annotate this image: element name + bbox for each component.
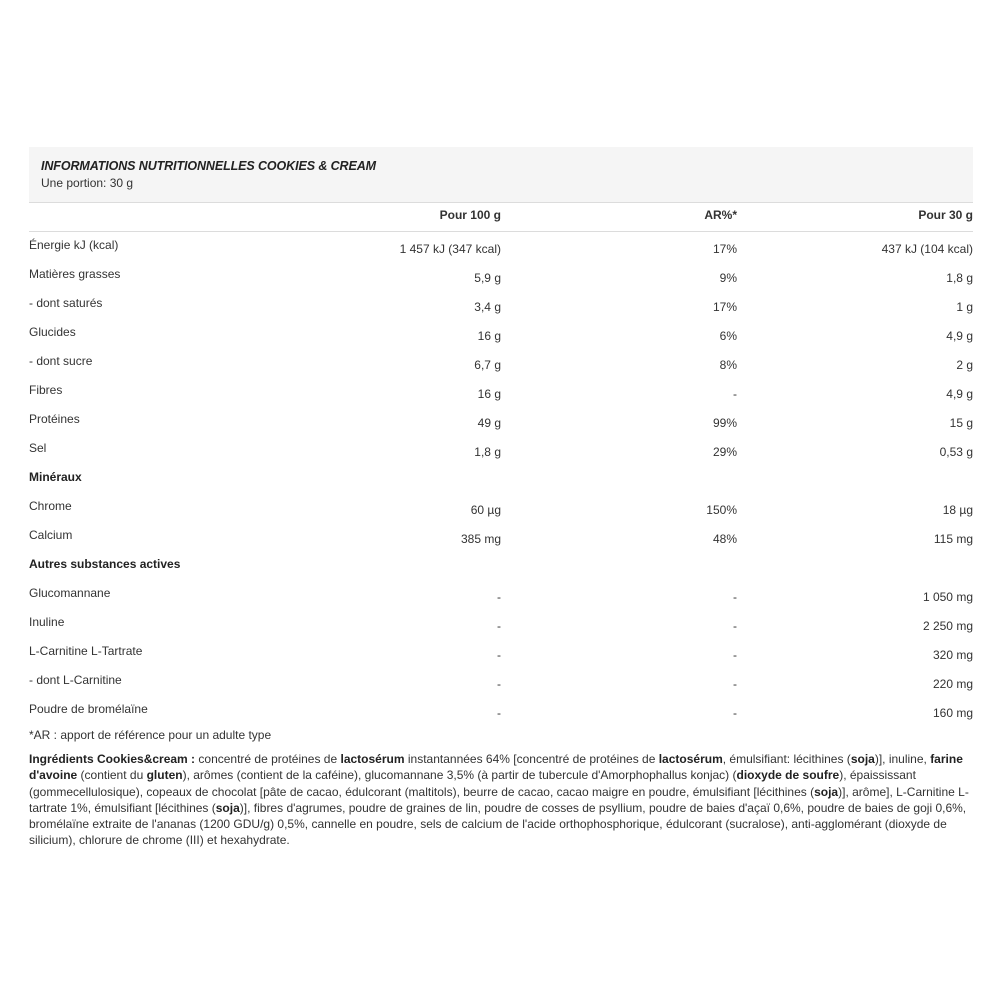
- nutrient-label: Énergie kJ (kcal): [29, 238, 119, 252]
- value-per30: 320 mg: [932, 648, 973, 662]
- nutrient-label: L-Carnitine L-Tartrate: [29, 644, 143, 658]
- value-ar: 99%: [712, 416, 737, 430]
- table-section-row: [29, 464, 973, 493]
- value-ar: -: [733, 706, 737, 720]
- table-row: [29, 580, 973, 609]
- value-per30: 160 mg: [932, 706, 973, 720]
- value-ar: 9%: [719, 271, 737, 285]
- ingredient-text: )], inuline,: [874, 752, 931, 766]
- ingredient-highlight: dioxyde de soufre: [736, 768, 840, 783]
- value-per30: 4,9 g: [946, 387, 973, 401]
- nutrition-header: [29, 147, 973, 202]
- ingredient-highlight: lactosérum: [658, 752, 723, 766]
- value-per100: 3,4 g: [474, 300, 501, 314]
- value-ar: 150%: [706, 503, 737, 517]
- value-per30: 1,8 g: [946, 271, 973, 285]
- column-header-ar: AR%*: [704, 208, 737, 222]
- ingredient-text: ), épaississant (gommecellulosique), copeaux de chocolat [pâte de cacao, édulcorant (maltitols), beurre de cacao, cacao maigre en poudre, émulsifiant [lécithines (: [29, 768, 916, 799]
- value-per100: 1 457 kJ (347 kcal): [399, 242, 501, 256]
- value-per30: 15 g: [949, 416, 973, 430]
- nutrient-label: Sel: [29, 441, 47, 455]
- table-row: [29, 667, 973, 696]
- ingredient-text: concentré de protéines de: [195, 752, 341, 766]
- table-row: [29, 638, 973, 667]
- ingredient-text: , émulsifiant: lécithines (: [722, 752, 851, 766]
- nutrition-table-body: [29, 232, 973, 725]
- value-per30: 1 050 mg: [922, 590, 973, 604]
- nutrition-title: INFORMATIONS NUTRITIONNELLES COOKIES & CREAM: [41, 159, 376, 173]
- value-per100: -: [497, 619, 501, 633]
- value-per100: 49 g: [477, 416, 501, 430]
- footnote: *AR : apport de référence pour un adulte type: [29, 728, 272, 742]
- table-row: [29, 377, 973, 406]
- column-header-row: [29, 203, 973, 231]
- value-ar: 8%: [719, 358, 737, 372]
- ingredient-highlight: Ingrédients Cookies&cream :: [29, 752, 196, 766]
- ingredient-highlight: lactosérum: [340, 752, 405, 766]
- value-per30: 220 mg: [932, 677, 973, 691]
- value-per100: 60 µg: [470, 503, 501, 517]
- nutrient-label: Matières grasses: [29, 267, 121, 281]
- portion-size: Une portion: 30 g: [41, 176, 134, 190]
- value-ar: 48%: [712, 532, 737, 546]
- nutrient-label: - dont L-Carnitine: [29, 673, 122, 687]
- table-row: [29, 609, 973, 638]
- ingredient-text: (contient du: [77, 768, 147, 783]
- table-row: [29, 493, 973, 522]
- ingredient-highlight: soja: [850, 752, 875, 766]
- value-ar: 17%: [712, 300, 737, 314]
- nutrient-label: Poudre de bromélaïne: [29, 702, 148, 716]
- value-ar: -: [733, 590, 737, 604]
- column-header-per30: Pour 30 g: [918, 208, 973, 222]
- nutrient-label: Glucomannane: [29, 586, 111, 600]
- ingredient-text: )], arôme], L-Carnitine L-tartrate 1%, émulsifiant [lécithines (: [29, 784, 969, 815]
- table-row: [29, 232, 973, 261]
- table-row: [29, 435, 973, 464]
- value-ar: -: [733, 387, 737, 401]
- value-per100: 6,7 g: [474, 358, 501, 372]
- ingredient-text: )], fibres d'agrumes, poudre de graines de lin, poudre de cosses de psyllium, poudre de baies d'açaï 0,6%, poudre de baies de goji 0,6%, bromélaïne extraite de l'ananas (1200 GDU/g) 0,5%, cannelle en poudre, sels de calcium de l'acide orthophosphorique, édulcorant (sucralose), anti-agglomérant (dioxyde de silicium), chlorure de chrome (III) et hexahydrate.: [29, 800, 967, 848]
- value-per100: 16 g: [477, 329, 501, 343]
- value-ar: 17%: [712, 242, 737, 256]
- value-per100: 5,9 g: [474, 271, 501, 285]
- value-per30: 4,9 g: [946, 329, 973, 343]
- value-per30: 437 kJ (104 kcal): [881, 242, 973, 256]
- nutrient-label: Calcium: [29, 528, 73, 542]
- value-per30: 2 250 mg: [922, 619, 973, 633]
- column-header-per100: Pour 100 g: [439, 208, 501, 222]
- table-row: [29, 406, 973, 435]
- nutrient-label: Fibres: [29, 383, 63, 397]
- value-per30: 0,53 g: [939, 445, 973, 459]
- nutrition-panel: [29, 147, 973, 849]
- table-row: [29, 522, 973, 551]
- table-row: [29, 261, 973, 290]
- table-row: [29, 319, 973, 348]
- value-ar: -: [733, 677, 737, 691]
- value-per100: 1,8 g: [474, 445, 501, 459]
- table-row: [29, 290, 973, 319]
- ingredient-highlight: soja: [814, 784, 839, 799]
- ingredient-highlight: soja: [215, 800, 240, 815]
- value-per100: -: [497, 677, 501, 691]
- value-ar: 29%: [712, 445, 737, 459]
- nutrient-label: - dont sucre: [29, 354, 93, 368]
- value-per100: -: [497, 706, 501, 720]
- nutrient-label: - dont saturés: [29, 296, 103, 310]
- nutrient-label: Protéines: [29, 412, 80, 426]
- table-row: [29, 348, 973, 377]
- nutrient-label: Glucides: [29, 325, 76, 339]
- value-per100: 16 g: [477, 387, 501, 401]
- value-per30: 115 mg: [933, 532, 973, 546]
- nutrient-label: Chrome: [29, 499, 72, 513]
- value-per30: 2 g: [956, 358, 973, 372]
- value-per30: 18 µg: [942, 503, 973, 517]
- section-label: Autres substances actives: [29, 557, 181, 571]
- value-per100: 385 mg: [460, 532, 501, 546]
- value-per30: 1 g: [956, 300, 973, 314]
- ingredient-text: ), arômes (contient de la caféine), glucomannane 3,5% (à partir de tubercule d'Amorphophallus konjac) (: [182, 768, 737, 783]
- value-per100: -: [497, 648, 501, 662]
- table-row: [29, 696, 973, 725]
- ingredient-text: instantannées 64% [concentré de protéines de: [404, 752, 659, 766]
- value-ar: -: [733, 648, 737, 662]
- value-ar: 6%: [719, 329, 737, 343]
- ingredients-text: [29, 751, 973, 849]
- section-label: Minéraux: [29, 470, 82, 484]
- table-section-row: [29, 551, 973, 580]
- value-ar: -: [733, 619, 737, 633]
- ingredient-highlight: gluten: [146, 768, 183, 783]
- value-per100: -: [497, 590, 501, 604]
- nutrient-label: Inuline: [29, 615, 65, 629]
- ingredient-highlight: farine d'avoine: [29, 752, 963, 783]
